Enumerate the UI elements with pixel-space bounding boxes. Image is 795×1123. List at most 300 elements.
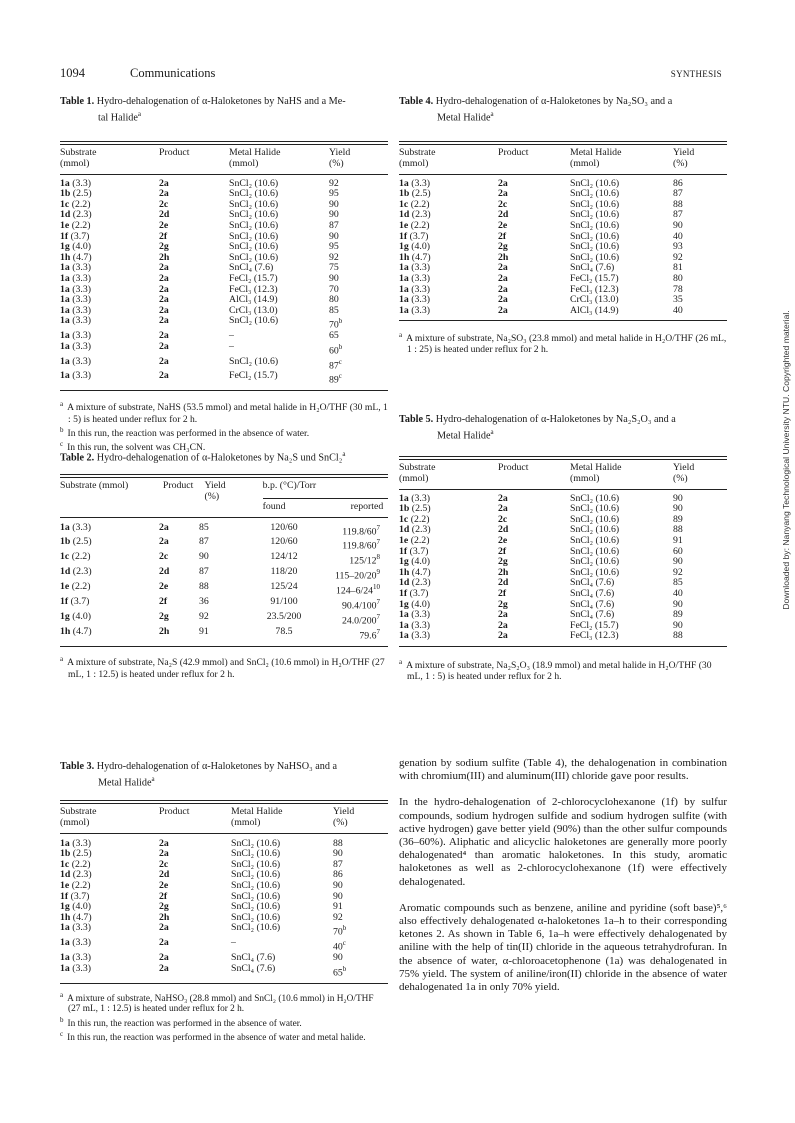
bp-reported-cell [325, 627, 388, 642]
substrate-amount: (2.5) [70, 188, 92, 200]
table3-block [60, 761, 388, 1044]
substrate-amount: (4.7) [70, 251, 92, 263]
table-row [60, 371, 388, 386]
substrate-amount: (2.2) [69, 879, 91, 891]
bp-found-cell: 118/20 [270, 566, 298, 578]
substrate-amount: (3.7) [68, 230, 90, 242]
bp-found-cell: 120/60 [270, 521, 298, 533]
substrate-cell [60, 567, 159, 582]
substrate-id: 1a [399, 304, 409, 316]
yield-value: 90 [329, 209, 339, 221]
t5-h-yld [673, 463, 727, 484]
substrate-id: 1a [60, 315, 70, 327]
substrate-cell [399, 631, 498, 642]
bp-reported-value: 125/12 [349, 555, 377, 567]
halide-cell: SnCl₂ (10.6) [231, 922, 281, 934]
yield-value: 92 [673, 251, 683, 263]
substrate-id: 1e [399, 534, 409, 546]
substrate-amount: (3.3) [408, 294, 431, 306]
product-cell: 2a [159, 536, 169, 548]
product-cell: 2f [159, 230, 168, 242]
t5-h-hal [570, 463, 673, 484]
yield-value: 90 [673, 556, 683, 568]
table4-footnotes [399, 330, 727, 355]
halide-cell: SnCl₂ (10.6) [570, 188, 620, 200]
product-cell: 2a [159, 370, 169, 382]
substrate-id: 1e [399, 219, 409, 231]
substrate-id: 1a [60, 370, 70, 382]
substrate-cell [60, 537, 159, 552]
yield-value: 90 [333, 890, 343, 902]
substrate-cell [60, 938, 159, 953]
yield-cell [329, 331, 388, 342]
table1-title: Hydro-dehalogenation of α-Haloketones by NaHS and a Me- [96, 96, 346, 107]
footnote-text: In this run, the reaction was performed in the absence of water. [67, 427, 310, 439]
table5-top-rule [399, 456, 727, 460]
halide-cell: SnCl₂ (10.6) [229, 198, 279, 210]
substrate-id: 1f [399, 230, 408, 242]
table3-footnotes [60, 990, 388, 1045]
substrate-id: 1c [399, 513, 409, 525]
substrate-amount: (2.2) [69, 219, 91, 231]
footnote-mark: b [60, 1015, 64, 1024]
table4-title: Hydro-dehalogenation of α-Haloketones by Na₂SO₃ and a [435, 96, 673, 107]
halide-cell: SnCl₂ (10.6) [231, 911, 281, 923]
yield-value: 91 [673, 534, 683, 546]
table5-bottom-rule [399, 646, 727, 647]
footnote [60, 425, 388, 439]
substrate-id: 1a [399, 492, 409, 504]
t4-h-hal-unit: (mmol) [570, 157, 600, 169]
substrate-id: 1d [60, 566, 71, 578]
table1-mid-rule [60, 174, 388, 175]
substrate-id: 1b [60, 848, 71, 860]
bp-reported-cell [325, 582, 388, 597]
substrate-cell [60, 964, 159, 979]
yield-cell: 87 [199, 536, 209, 548]
table-row [60, 316, 388, 331]
halide-cell: SnCl₄ (7.6) [231, 952, 276, 964]
substrate-id: 1a [399, 283, 409, 295]
footnote-text: A mixture of substrate, Na₂S (42.9 mmol) and SnCl₂ (10.6 mmol) in H₂O/THF (27 mL, 1 : 12.5) is heated under reflux for 2 h. [67, 657, 385, 680]
yield-value: 90 [673, 219, 683, 231]
substrate-id: 1b [399, 503, 410, 515]
table1-body [60, 179, 388, 387]
substrate-amount: (2.2) [69, 858, 91, 870]
substrate-amount: (2.3) [70, 869, 92, 881]
yield-value: 70 [333, 926, 343, 938]
substrate-id: 1e [60, 219, 70, 231]
substrate-cell [399, 306, 498, 317]
substrate-amount: (3.3) [69, 937, 92, 949]
yield-value: 86 [333, 869, 343, 881]
halide-cell: FeCl₂ (15.7) [570, 272, 619, 284]
product-cell: 2a [498, 609, 508, 621]
substrate-amount: (4.0) [408, 556, 431, 568]
bp-found-cell: 78.5 [275, 625, 293, 637]
bp-reported-value: 115–20/20 [334, 570, 377, 582]
product-cell: 2g [498, 556, 508, 568]
substrate-id: 1d [399, 524, 410, 536]
t5-h-sub-label: Substrate [399, 462, 436, 474]
bp-found-cell: 120/60 [270, 536, 298, 548]
product-cell: 2a [159, 315, 169, 327]
substrate-id: 1a [60, 330, 70, 342]
yield-value: 90 [333, 848, 343, 860]
footnote [399, 657, 727, 682]
substrate-id: 1h [60, 251, 71, 263]
halide-cell: SnCl₂ (10.6) [229, 219, 279, 231]
t2-h-bp [263, 481, 388, 512]
table3-bottom-rule [60, 983, 388, 984]
table1-footnotes [60, 399, 388, 453]
yield-cell [333, 953, 388, 964]
footnote-text: A mixture of substrate, Na₂S₂O₃ (18.9 mmol) and metal halide in H₂O/THF (30 mL, 1 : 5) is heated under reflux for 2 h. [406, 660, 712, 683]
table5-block [399, 414, 727, 682]
footnote [399, 330, 727, 355]
halide-cell: SnCl₂ (10.6) [570, 513, 620, 525]
footnote-text: In this run, the reaction was performed in the absence of water. [67, 1018, 302, 1029]
halide-cell: SnCl₂ (10.6) [231, 901, 281, 913]
substrate-amount: (2.3) [409, 524, 431, 536]
halide-cell: SnCl₂ (10.6) [570, 545, 620, 557]
substrate-id: 1f [60, 230, 69, 242]
yield-value: 87 [329, 359, 339, 371]
substrate-id: 1d [399, 209, 410, 221]
substrate-amount: (2.5) [70, 848, 92, 860]
t4-h-hal-label: Metal Halide [570, 147, 622, 159]
t2-h-bp-sub [263, 498, 388, 513]
table-row [60, 523, 388, 538]
substrate-id: 1f [60, 890, 69, 902]
t3-h-sub [60, 807, 159, 828]
substrate-id: 1b [60, 188, 71, 200]
table-row [60, 964, 388, 979]
halide-cell: SnCl₄ (7.6) [570, 609, 615, 621]
product-cell: 2f [498, 230, 507, 242]
substrate-amount: (4.0) [408, 241, 431, 253]
product-cell: 2g [159, 901, 169, 913]
table-row [60, 582, 388, 597]
substrate-id: 1a [60, 837, 70, 849]
yield-note: b [338, 342, 343, 351]
table2-mid-rule [60, 517, 388, 518]
footnote [60, 654, 388, 679]
substrate-amount: (3.3) [408, 609, 431, 621]
product-cell: 2a [498, 188, 508, 200]
substrate-amount: (2.2) [408, 198, 430, 210]
t5-h-hal-unit: (mmol) [570, 472, 600, 484]
halide-cell: SnCl₂ (10.6) [570, 198, 620, 210]
halide-cell: FeCl₂ (15.7) [229, 272, 278, 284]
product-cell: 2e [498, 219, 508, 231]
table3-title: Hydro-dehalogenation of α-Haloketones by NaHSO₃ and a [96, 761, 338, 772]
bp-reported-value: 24.0/200 [341, 615, 377, 626]
t5-h-yld-label: Yield [673, 462, 695, 474]
product-cell: 2a [159, 340, 169, 352]
product-cell: 2h [159, 911, 170, 923]
product-cell: 2a [159, 294, 169, 306]
bp-reference: 7 [376, 538, 380, 547]
table4-title-mark: a [490, 110, 494, 118]
yield-cell [333, 913, 388, 924]
table4-label: Table 4. [399, 96, 434, 107]
table5-title: Hydro-dehalogenation of α-Haloketones by Na₂S₂O₃ and a [435, 414, 676, 425]
table4-bottom-rule [399, 320, 727, 321]
download-notice [779, 90, 793, 830]
halide-cell: SnCl₂ (10.6) [229, 241, 279, 253]
footnote-text: In this run, the solvent was CH₃CN. [67, 441, 206, 453]
substrate-cell [60, 316, 159, 331]
t5-h-sub [399, 463, 498, 484]
t4-h-sub [399, 148, 498, 169]
table2-footnotes [60, 654, 388, 679]
halide-cell: SnCl₂ (10.6) [231, 848, 281, 860]
product-cell: 2a [498, 619, 508, 631]
yield-value: 40 [673, 587, 683, 599]
footnote-text: A mixture of substrate, NaHSO₃ (28.8 mmol) and SnCl₂ (10.6 mmol) in H₂O/THF (27 mL, 1 : 12.5) is heated under reflux for 2 h. [67, 993, 374, 1015]
substrate-amount: (3.3) [408, 304, 431, 316]
halide-cell: SnCl₂ (10.6) [229, 315, 279, 327]
yield-cell [673, 306, 727, 317]
yield-value: 89 [673, 513, 683, 525]
product-cell: 2c [159, 198, 169, 210]
substrate-id: 1a [60, 922, 70, 934]
table5-footnotes [399, 657, 727, 682]
substrate-amount: (3.3) [408, 630, 431, 642]
product-cell: 2a [498, 304, 508, 316]
footnote-mark: a [399, 331, 403, 340]
halide-cell: – [229, 330, 234, 342]
t1-h-hal-label: Metal Halide [229, 147, 281, 159]
footnote [60, 990, 388, 1015]
product-cell: 2a [498, 503, 508, 515]
substrate-cell [60, 597, 159, 612]
yield-value: 87 [333, 858, 343, 870]
yield-value: 92 [673, 566, 683, 578]
t5-h-yld-unit: (%) [673, 472, 688, 484]
footnote-mark: a [60, 400, 64, 409]
table-row [60, 331, 388, 342]
substrate-amount: (3.3) [69, 330, 92, 342]
table1-label: Table 1. [60, 96, 95, 107]
t2-h-bp-label: b.p. (°C)/Torr [262, 480, 317, 492]
substrate-id: 1g [399, 241, 409, 253]
substrate-amount: (3.3) [69, 272, 92, 284]
halide-cell: SnCl₄ (7.6) [570, 587, 615, 599]
yield-value: 90 [329, 198, 339, 210]
yield-note: b [338, 317, 343, 326]
halide-cell: SnCl₄ (7.6) [570, 577, 615, 589]
substrate-amount: (3.7) [68, 890, 90, 902]
yield-value: 60 [673, 545, 683, 557]
footnote-text: A mixture of substrate, NaHS (53.5 mmol) and metal halide in H₂O/THF (30 mL, 1 : 5) is heated under reflux for 2 h. [67, 402, 388, 425]
substrate-amount: (3.3) [69, 521, 92, 533]
halide-cell: SnCl₂ (10.6) [229, 209, 279, 221]
product-cell: 2a [159, 355, 169, 367]
table5-title-mark: a [490, 428, 494, 436]
yield-value: 90 [673, 598, 683, 610]
substrate-amount: (2.2) [408, 513, 430, 525]
footnote-mark: a [60, 990, 64, 999]
substrate-id: 1b [399, 188, 410, 200]
product-cell: 2e [498, 534, 508, 546]
yield-value: 40 [333, 941, 343, 953]
bp-reference: 7 [376, 627, 380, 636]
yield-value: 88 [673, 630, 683, 642]
table2-title: Hydro-dehalogenation of α-Haloketones by Na₂S und SnCl₂ [96, 452, 343, 464]
product-cell: 2a [498, 272, 508, 284]
bp-reported-value: 119.8/60 [342, 525, 377, 537]
yield-note: c [338, 357, 342, 366]
halide-cell: FeCl₂ (15.7) [570, 619, 619, 631]
product-cell: 2e [159, 219, 169, 231]
substrate-amount: (3.3) [408, 262, 431, 274]
product-cell: 2c [159, 858, 169, 870]
yield-value: 90 [333, 952, 343, 964]
t3-h-sub-unit: (mmol) [60, 816, 90, 828]
yield-value: 95 [329, 241, 339, 253]
substrate-id: 1d [399, 577, 410, 589]
paragraph-2: In the hydro-dehalogenation of 2-chlorocyclohexanone (1f) by sulfur compounds, sodium hydrogen sulfide and sodium hydrogen sulfite (with active hydrogen) gave better yield (90%) than the other sulfur compounds (36–60%). Aliphatic and alicyclic haloketones are generally more poorly dehalogenated⁴ than aromatic haloketones. In this study, aromatic haloketones as well as 2-chlorocyclohexanone (1f) were effectively dehalogenated. [399, 796, 727, 888]
bp-reference: 10 [373, 583, 380, 592]
t5-h-sub-unit: (mmol) [399, 472, 429, 484]
t2-h-found: found [262, 500, 286, 512]
substrate-amount: (4.7) [70, 911, 92, 923]
substrate-amount: (2.5) [409, 503, 431, 515]
bp-reference: 8 [376, 553, 380, 562]
substrate-amount: (3.3) [69, 340, 92, 352]
substrate-id: 1h [60, 911, 71, 923]
table-row [60, 923, 388, 938]
halide-cell: SnCl₂ (10.6) [229, 251, 279, 263]
substrate-cell [60, 923, 159, 938]
table4-top-rule [399, 141, 727, 145]
product-cell: 2a [159, 272, 169, 284]
t2-h-reported: reported [350, 500, 384, 512]
halide-cell: SnCl₂ (10.6) [570, 524, 620, 536]
table5-caption [399, 414, 727, 442]
yield-cell: 36 [199, 595, 209, 607]
product-cell: 2d [498, 577, 509, 589]
product-cell: 2d [498, 524, 509, 536]
table4-body [399, 179, 727, 317]
yield-value: 70 [329, 319, 339, 331]
footnote [60, 1015, 388, 1030]
halide-cell: FeCl₂ (15.7) [229, 370, 278, 382]
footnote-mark: b [60, 425, 64, 434]
substrate-id: 1e [60, 879, 70, 891]
yield-cell [329, 371, 388, 386]
table-row [60, 552, 388, 567]
table1-caption [60, 96, 388, 124]
yield-value: 40 [673, 230, 683, 242]
substrate-id: 1c [60, 551, 70, 563]
yield-value: 90 [329, 272, 339, 284]
table-row [60, 597, 388, 612]
yield-value: 95 [329, 188, 339, 200]
bp-reported-value: 90.4/100 [341, 600, 377, 612]
yield-value: 90 [673, 619, 683, 631]
t3-h-yld-label: Yield [333, 806, 355, 818]
halide-cell: SnCl₄ (7.6) [570, 262, 615, 274]
t1-h-yld-label: Yield [329, 147, 351, 159]
t3-h-yld-unit: (%) [333, 816, 348, 828]
yield-value: 90 [333, 879, 343, 891]
bp-found-cell: 91/100 [270, 595, 298, 607]
yield-cell [329, 342, 388, 357]
substrate-cell [60, 357, 159, 372]
halide-cell: SnCl₄ (7.6) [229, 262, 274, 274]
product-cell: 2a [159, 304, 169, 316]
paragraph-1: genation by sodium sulfite (Table 4), the dehalogenation in combination with chromium(III) and aluminum(III) chloride gave poor results. [399, 757, 727, 783]
product-cell: 2f [159, 890, 168, 902]
product-cell: 2a [159, 330, 169, 342]
yield-cell: 92 [199, 610, 209, 622]
substrate-amount: (4.0) [69, 241, 92, 253]
substrate-cell [60, 342, 159, 357]
product-cell: 2a [159, 262, 169, 274]
halide-cell: SnCl₂ (10.6) [570, 556, 620, 568]
yield-value: 92 [329, 177, 339, 189]
substrate-amount: (3.3) [408, 619, 431, 631]
substrate-amount: (4.7) [409, 566, 431, 578]
bp-reference: 7 [376, 612, 380, 621]
substrate-id: 1c [60, 198, 70, 210]
t3-h-sub-label: Substrate [60, 806, 97, 818]
substrate-id: 1h [399, 251, 410, 263]
product-cell: 2h [159, 251, 170, 263]
substrate-amount: (4.7) [409, 251, 431, 263]
bp-reference: 7 [376, 597, 380, 606]
substrate-amount: (3.3) [408, 492, 431, 504]
yield-value: 91 [333, 901, 343, 913]
section-label: Communications [130, 66, 216, 80]
substrate-amount: (2.2) [408, 219, 430, 231]
product-cell: 2d [498, 209, 509, 221]
substrate-amount: (4.0) [408, 598, 431, 610]
halide-cell: – [229, 340, 234, 352]
table2-label: Table 2. [60, 452, 95, 464]
substrate-id: 1a [60, 283, 70, 295]
yield-value: 87 [329, 219, 339, 231]
table3-top-rule [60, 800, 388, 804]
product-cell: 2f [498, 587, 507, 599]
table1-block [60, 96, 388, 453]
table3-label: Table 3. [60, 761, 95, 772]
substrate-id: 1c [60, 858, 70, 870]
yield-cell: 87 [199, 566, 209, 578]
bp-found-cell: 124/12 [270, 551, 298, 563]
yield-value: 89 [329, 374, 339, 386]
halide-cell: SnCl₂ (10.6) [570, 209, 620, 221]
yield-value: 92 [333, 911, 343, 923]
body-text [399, 757, 727, 994]
halide-cell: SnCl₂ (10.6) [229, 230, 279, 242]
substrate-id: 1a [399, 619, 409, 631]
table-row [60, 221, 388, 232]
table3-header [60, 807, 388, 828]
bp-reference: 7 [376, 523, 380, 532]
substrate-amount: (2.5) [70, 536, 92, 548]
halide-cell: SnCl₂ (10.6) [570, 534, 620, 546]
t1-h-sub-label: Substrate [60, 147, 97, 159]
substrate-id: 1f [399, 587, 408, 599]
substrate-amount: (3.3) [69, 922, 92, 934]
table5-mid-rule [399, 489, 727, 490]
halide-cell: – [231, 937, 236, 949]
substrate-amount: (4.0) [69, 610, 92, 622]
